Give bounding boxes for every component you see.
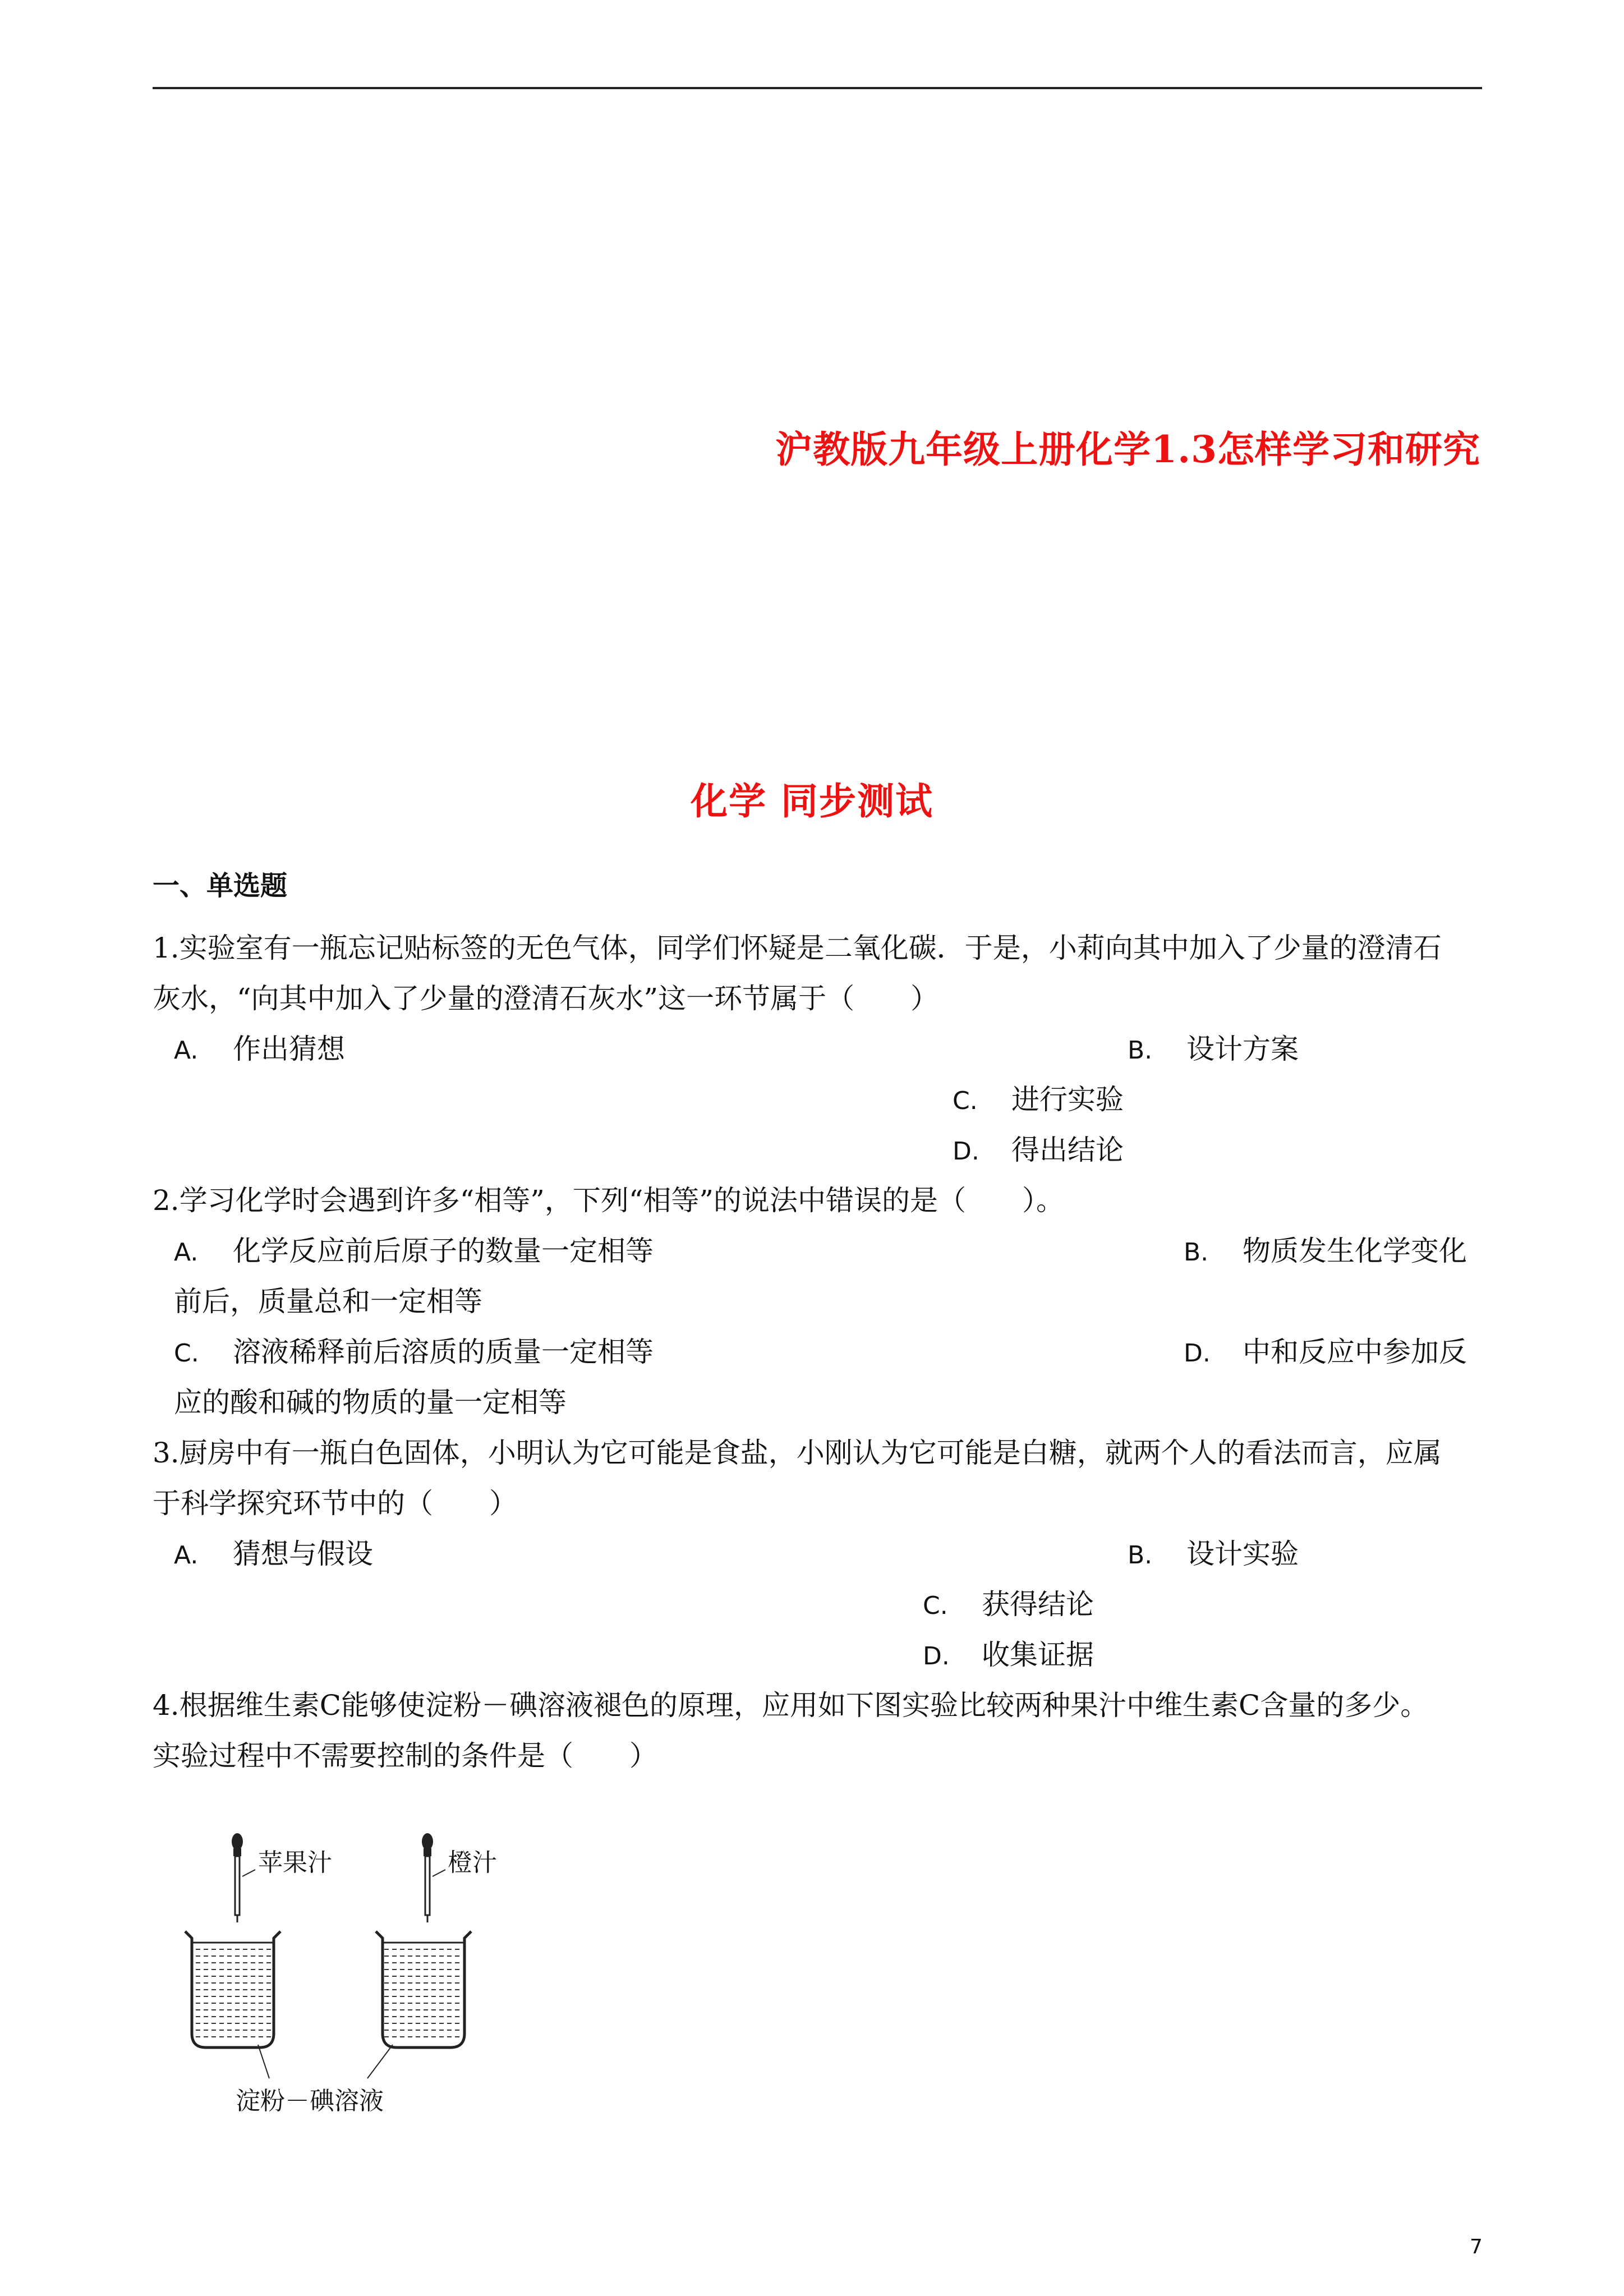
- question-3-option-a[interactable]: A. 猜想与假设: [174, 1538, 373, 1570]
- question-2-option-d-continuation: 应的酸和碱的物质的量一定相等: [174, 1386, 567, 1419]
- question-3-option-d[interactable]: D. 收集证据: [923, 1639, 1094, 1671]
- beaker-left: [185, 1931, 280, 2047]
- question-4-line-2: 实验过程中不需要控制的条件是（ ）: [153, 1740, 657, 1772]
- header-rule: [153, 87, 1482, 89]
- question-1-line-2: 灰水，“向其中加入了少量的澄清石灰水”这一环节属于（ ）: [153, 982, 939, 1015]
- question-2-option-b[interactable]: B. 物质发生化学变化: [1184, 1235, 1467, 1267]
- document-title: 沪教版九年级上册化学1.3怎样学习和研究: [775, 427, 1480, 471]
- page-number: 7: [1470, 2235, 1483, 2258]
- question-2-option-a[interactable]: A. 化学反应前后原子的数量一定相等: [174, 1235, 654, 1267]
- experiment-figure: [180, 1832, 539, 2123]
- question-3-option-b[interactable]: B. 设计实验: [1128, 1538, 1299, 1570]
- apple-juice-label: 苹果汁: [258, 1848, 332, 1877]
- question-2-option-d[interactable]: D. 中和反应中参加反: [1184, 1336, 1467, 1368]
- question-3-line-2: 于科学探究环节中的（ ）: [153, 1487, 517, 1520]
- dropper-orange-juice: [422, 1833, 445, 1922]
- question-1-option-b[interactable]: B. 设计方案: [1128, 1033, 1299, 1065]
- question-1-line-1: 1.实验室有一瓶忘记贴标签的无色气体，同学们怀疑是二氧化碳．于是，小莉向其中加入了少量的澄清石: [153, 932, 1442, 964]
- section-heading: 一、单选题: [153, 870, 288, 901]
- starch-iodine-label: 淀粉－碘溶液: [236, 2087, 384, 2115]
- question-2-line-1: 2.学习化学时会遇到许多“相等”，下列“相等”的说法中错误的是（ ）。: [153, 1184, 1064, 1217]
- question-4-line-1: 4.根据维生素C能够使淀粉－碘溶液褪色的原理，应用如下图实验比较两种果汁中维生素C含量的多少。: [153, 1689, 1429, 1722]
- orange-juice-label: 橙汁: [448, 1848, 497, 1877]
- question-1-option-a[interactable]: A. 作出猜想: [174, 1033, 345, 1065]
- dropper-apple-juice: [232, 1833, 255, 1922]
- beaker-right: [376, 1931, 471, 2047]
- question-1-option-d[interactable]: D. 得出结论: [953, 1134, 1124, 1166]
- question-3-option-c[interactable]: C. 获得结论: [923, 1588, 1094, 1621]
- question-1-option-c[interactable]: C. 进行实验: [953, 1083, 1124, 1116]
- question-3-line-1: 3.厨房中有一瓶白色固体，小明认为它可能是食盐，小刚认为它可能是白糖，就两个人的看法而言，应属: [153, 1437, 1442, 1469]
- question-2-option-c[interactable]: C. 溶液稀释前后溶质的质量一定相等: [174, 1336, 654, 1368]
- question-2-option-b-continuation: 前后，质量总和一定相等: [174, 1285, 482, 1318]
- document-subtitle: 化学 同步测试: [691, 779, 933, 823]
